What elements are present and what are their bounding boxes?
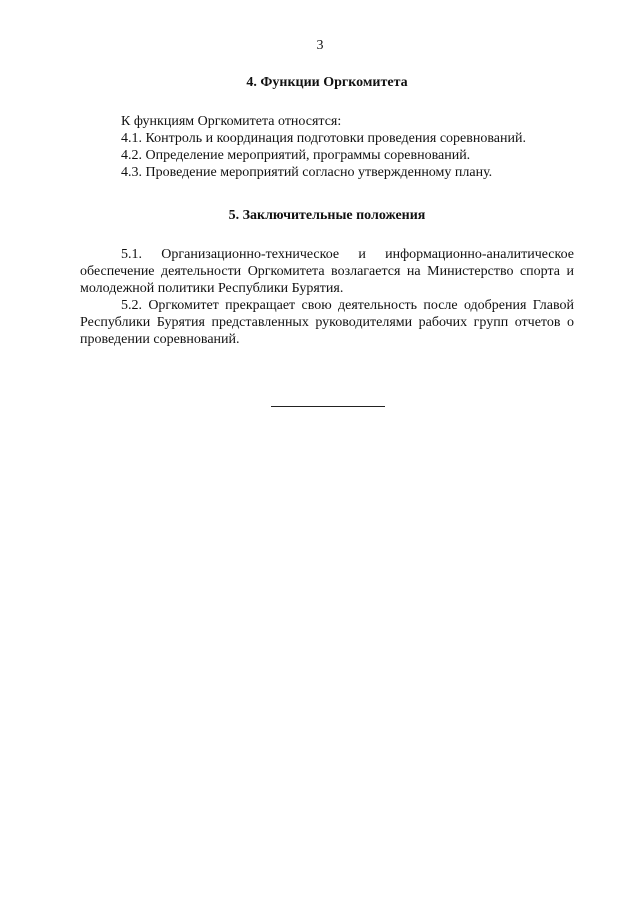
section-5-paragraph-2: 5.2. Оргкомитет прекращает свою деятельность после одобрения Главой Республики Бурятия представленных руководителями рабочих групп отчетов о проведении соревнований. xyxy=(80,298,574,347)
page-number: 3 xyxy=(316,38,324,53)
section-4-item-1: 4.1. Контроль и координация подготовки проведения соревнований. xyxy=(121,131,526,146)
section-4-item-3: 4.3. Проведение мероприятий согласно утвержденному плану. xyxy=(121,165,493,180)
section-5-title: 5. Заключительные положения xyxy=(228,208,426,223)
section-4-title: 4. Функции Оргкомитета xyxy=(246,75,408,90)
end-of-document-rule xyxy=(271,406,385,407)
section-5-paragraph-1: 5.1. Организационно-техническое и информационно-аналитическое обеспечение деятельности Оргкомитета возлагается на Министерство спорта и молодежной политики Республики Бурятия. xyxy=(80,247,574,296)
document-body xyxy=(80,74,574,348)
section-4-item-2: 4.2. Определение мероприятий, программы соревнований. xyxy=(121,148,471,163)
section-4-intro: К функциям Оргкомитета относятся: xyxy=(121,114,342,129)
horizontal-divider xyxy=(271,406,385,407)
